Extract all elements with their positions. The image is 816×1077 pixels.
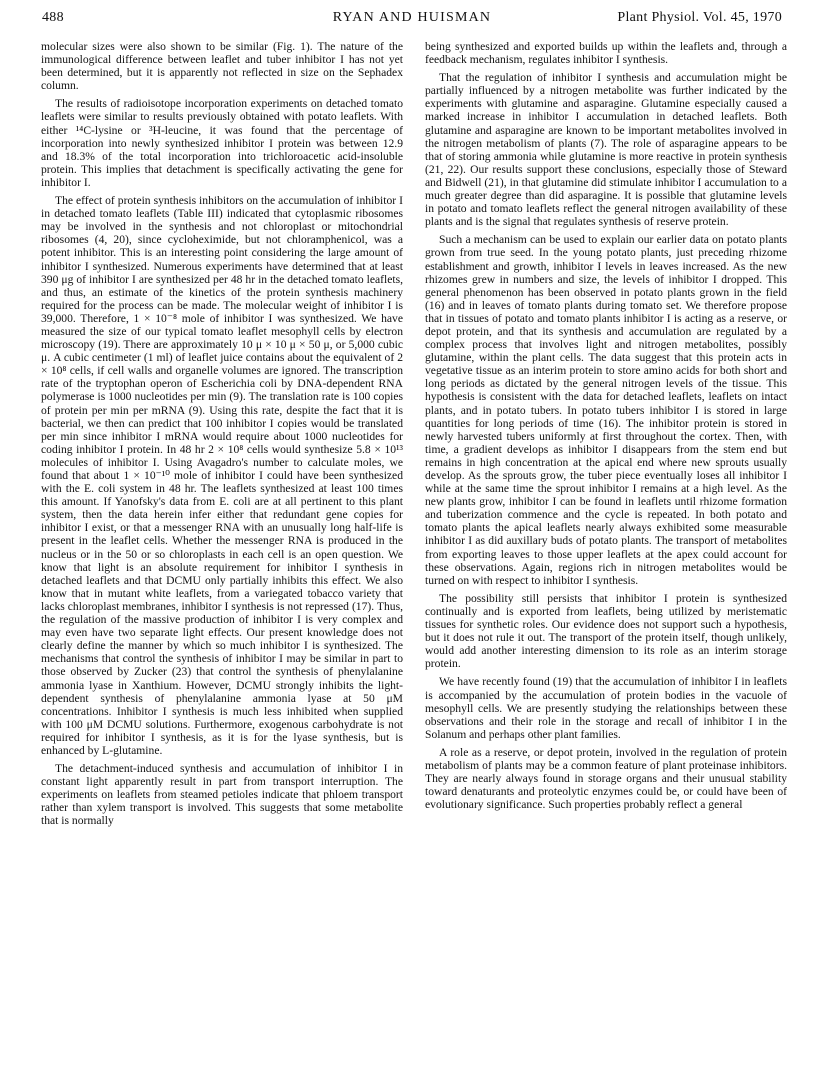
paragraph: The detachment-induced synthesis and accumulation of inhibitor I in constant light apparently result in part from transport interruption. The experiments on leaflets from steamed petioles indicate that phloem transport rather than xylem transport is involved. This suggests that some metabolite that is normally	[41, 762, 403, 828]
paragraph: A role as a reserve, or depot protein, involved in the regulation of protein metabolism of plants may be a common feature of plant proteinase inhibitors. They are nearly always found in storage organs and their unusual stability toward denaturants and proteolytic enzymes could be, or could have been of evolutionary significance. Such properties probably reflect a general	[425, 745, 787, 812]
paragraph: Such a mechanism can be used to explain our earlier data on potato plants grown from true seed. In the young potato plants, just preceding rhizome establishment and growth, inhibitor I levels in leaves increased. As the new rhizomes grew in numbers and size, the levels of inhibitor I dropped. This general phenomenon has been observed in potato plants grown in the field (16) and in leaves of tomato plants during tomato set. We therefore propose that in tissues of potato and tomato plants inhibitor I is acting as a reserve, or depot protein, and that its synthesis and accumulation are regulated by a complex process that involves light and nitrogen metabolites, possibly glutamine, within the plant cells. The data suggest that this protein acts in vegetative tissue as an interim protein to store amino acids for both short and long periods as dictated by the general nitrogen levels of the tissue. This hypothesis is consistent with the data for detached leaflets, leaflets on intact plants, and in potato tubers. In potato tubers inhibitor I is stored in large quantities for long periods of time (16). The inhibitor protein is stored in newly harvested tubers uniformly at first throughout the cortex. Then, with time, a gradient develops as inhibitor I disappears from the stem end but remains in high concentration at the apical end where new sprouts usually develop. As the sprouts grow, the tuber piece eventually loses all inhibitor I while at the same time the sprout inhibitor I remains at a high level. As the new plants grow, inhibitor I can be found in leaflets until rhizome formation and tuberization commence and the cycle is repeated. In both potato and tomato plants the apical leaflets nearly always exhibited some measurable inhibitor I as did auxillary buds of potato plants. The transport of metabolites from exporting leaves to those upper leaflets at the apex could account for these observations. Again, regions rich in nitrogen metabolites would be turned on with respect to inhibitor I synthesis.	[425, 233, 787, 587]
running-authors: RYAN AND HUISMAN	[332, 10, 492, 25]
paragraph: We have recently found (19) that the accumulation of inhibitor I in leaflets is accompanied by the accumulation of protein bodies in the vacuole of mesophyll cells. We are presently studying the relationships between these observations and their role in the storage and recall of inhibitor I in the Solanum and perhaps other plant families.	[425, 675, 787, 741]
paragraph: being synthesized and exported builds up within the leaflets and, through a feedback mechanism, regulates inhibitor I synthesis.	[425, 40, 787, 67]
paragraph: The possibility still persists that inhibitor I protein is synthesized continually and is exported from leaflets, being utilized by meristematic tissues for synthetic roles. Our evidence does not support such a hypothesis, but it does not rule it out. The transport of the protein itself, though unlikely, would add another interesting dimension to its role as an interim storage protein.	[425, 591, 787, 671]
paragraph: The effect of protein synthesis inhibitors on the accumulation of inhibitor I in detached tomato leaflets (Table III) indicated that cytoplasmic ribosomes may be involved in the synthesis and not chloroplast or mitochondrial ribosomes (4, 20), since cycloheximide, but not chloramphenicol, was a potent inhibitor. This is an interesting point considering the large amount of inhibitor I synthesized. Numerous experiments have determined that at least 390 μg of inhibitor I are synthesized per 48 hr in the detached tomato leaflets, and thus, an estimate of the kinetics of the protein synthesis machinery required for the process can be made. The molecular weight of inhibitor I is 39,000. Therefore, 1 × 10⁻⁸ mole of inhibitor I was synthesized. We have measured the size of our typical tomato leaflet mesophyll cells by electron microscopy (19). There are approximately 10 μ × 10 μ × 50 μ, or 5,000 cubic μ. A cubic centimeter (1 ml) of leaflet juice contains about the equivalent of 2 × 10⁸ cells, if cell walls and organelle volumes are ignored. The transcription rate of the tryptophan operon of Escherichia coli by DNA-dependent RNA polymerase is 1000 nucleotides per min (9). The translation rate is 100 copies of protein per min per mRNA (9). Using this rate, despite the fact that it is bacterial, we then can predict that 100 inhibitor I copies would be translated per min since inhibitor I mRNA would require about 1000 nucleotides for coding inhibitor I protein. In 48 hr 2 × 10⁸ cells would synthesize 5.8 × 10¹³ molecules of inhibitor I. Using Avagadro's number to calculate moles, we found that about 1 × 10⁻¹⁰ mole of inhibitor I could have been synthesized with the E. coli system in 48 hr. The leaflets synthesized at least 100 times this amount. If Yanofsky's data from E. coli are at all pertinent to this plant system, then the data herein infer either that redundant gene copies for inhibitor I exist, or that a messenger RNA with an unusually long half-life is present in the leaflet cells. Whether the messenger RNA is produced in the nucleus or in the 50 or so chloroplasts in each cell is an open question. We know that light is an absolute requirement for inhibitor I synthesis in detached leaflets and that DCMU only partially inhibits this effect. We also know that in mutant white leaflets, from a variegated tobacco variety that lacks chloroplast membranes, inhibitor I synthesis is not repressed (17). Thus, the regulation of the massive production of inhibitor I is very complex and may even have two separate light effects. Our present knowledge does not clearly define the manner by which so much inhibitor I is synthesized. The mechanisms that control the synthesis of inhibitor I may be similar in part to those observed by Zucker (23) that control the synthesis of phenylalanine ammonia lyase in Xanthium. However, DCMU strongly inhibits the light-dependent synthesis of phenylalanine ammonia lyase at 50 μM concentrations. Inhibitor I synthesis is much less inhibited when supplied with 100 μM DCMU solutions. Furthermore, exogenous carbohydrate is not required for inhibitor I synthesis, as it is for the lyase synthesis, but is enhanced by L-glutamine.	[41, 194, 403, 757]
running-header	[42, 10, 782, 30]
right-column	[425, 40, 787, 816]
journal-citation: Plant Physiol. Vol. 45, 1970	[617, 10, 782, 25]
paragraph: molecular sizes were also shown to be similar (Fig. 1). The nature of the immunological difference between leaflet and tuber inhibitor I has not yet been determined, but it is apparently not reflected in size on the Sephadex column.	[41, 40, 403, 93]
paragraph: That the regulation of inhibitor I synthesis and accumulation might be partially influenced by a nitrogen metabolite was further indicated by the experiments with glutamine and asparagine. Glutamine especially caused a marked increase in inhibitor I accumulation in detached leaflets. Both glutamine and asparagine are known to be important metabolites involved in the nitrogen metabolism of plants (7). The role of asparagine appears to be that of storing ammonia while glutamine is more reactive in protein synthesis (21, 22). Our results support these conclusions, especially those of Steward and Bidwell (21), in that glutamine did stimulate inhibitor I accumulation to a much greater degree than did asparagine. It is possible that glutamine levels in potato and tomato leaflets reflect the general nitrogen availability of these plants and is the signal that regulates synthesis of reserve protein.	[425, 71, 787, 229]
page-number: 488	[42, 10, 64, 25]
paragraph: The results of radioisotope incorporation experiments on detached tomato leaflets were similar to results previously obtained with potato leaflets. With either ¹⁴C-lysine or ³H-leucine, it was found that the percentage of incorporation into newly synthesized inhibitor I protein was between 12.9 and 18.3% of the total incorporation into trichloroacetic acid-insoluble protein. This implies that detachment is specifically activating the gene for inhibitor I.	[41, 97, 403, 189]
left-column	[41, 40, 403, 833]
